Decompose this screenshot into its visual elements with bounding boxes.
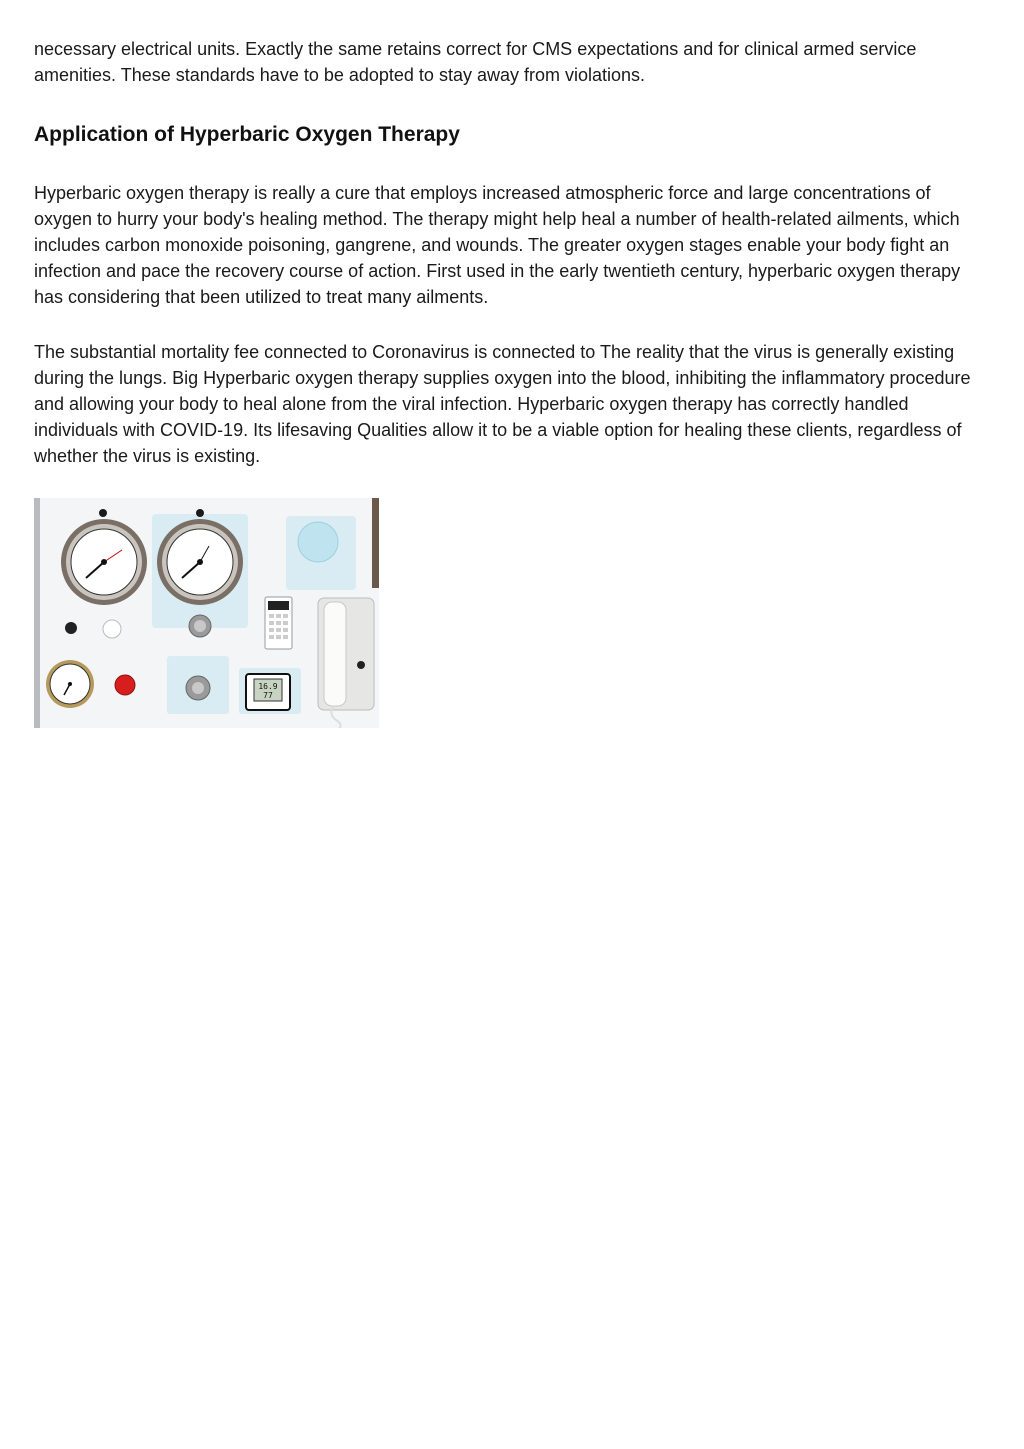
article-body <box>34 36 990 728</box>
paragraph-2: The substantial mortality fee connected to Coronavirus is connected to The reality that the virus is generally existing during the lungs. Big Hyperbaric oxygen therapy supplies oxygen into the blood, inhibiting the inflammatory procedure and allowing your body to heal alone from the viral infection. Hyperbaric oxygen therapy has correctly handled individuals with COVID-19. Its lifesaving Qualities allow it to be a viable option for healing these clients, regardless of whether the virus is existing. <box>34 342 971 466</box>
digital-display <box>246 674 290 710</box>
section-heading: Application of Hyperbaric Oxygen Therapy <box>34 123 460 146</box>
display-reading-bottom: 77 <box>263 691 273 700</box>
paragraph-1: Hyperbaric oxygen therapy is really a cure that employs increased atmospheric force and large concentrations of oxygen to hurry your body's healing method. The therapy might help heal a number of health-related ailments, which includes carbon monoxide poisoning, gangrene, and wounds. The greater oxygen stages enable your body fight an infection and pace the recovery course of action. First used in the early twentieth century, hyperbaric oxygen therapy has considering that been utilized to treat many ailments. <box>34 183 961 307</box>
pressure-gauge-right <box>157 519 243 605</box>
keypad <box>265 597 292 649</box>
display-reading-top: 16.9 <box>258 682 278 691</box>
control-panel-photo <box>34 498 379 728</box>
intercom-handset <box>318 598 374 728</box>
pressure-gauge-left <box>61 519 147 605</box>
oxygen-gauge <box>46 660 94 708</box>
intro-paragraph: necessary electrical units. Exactly the same retains correct for CMS expectations and for clinical armed service amenities. These standards have to be adopted to stay away from violations. <box>34 39 917 85</box>
